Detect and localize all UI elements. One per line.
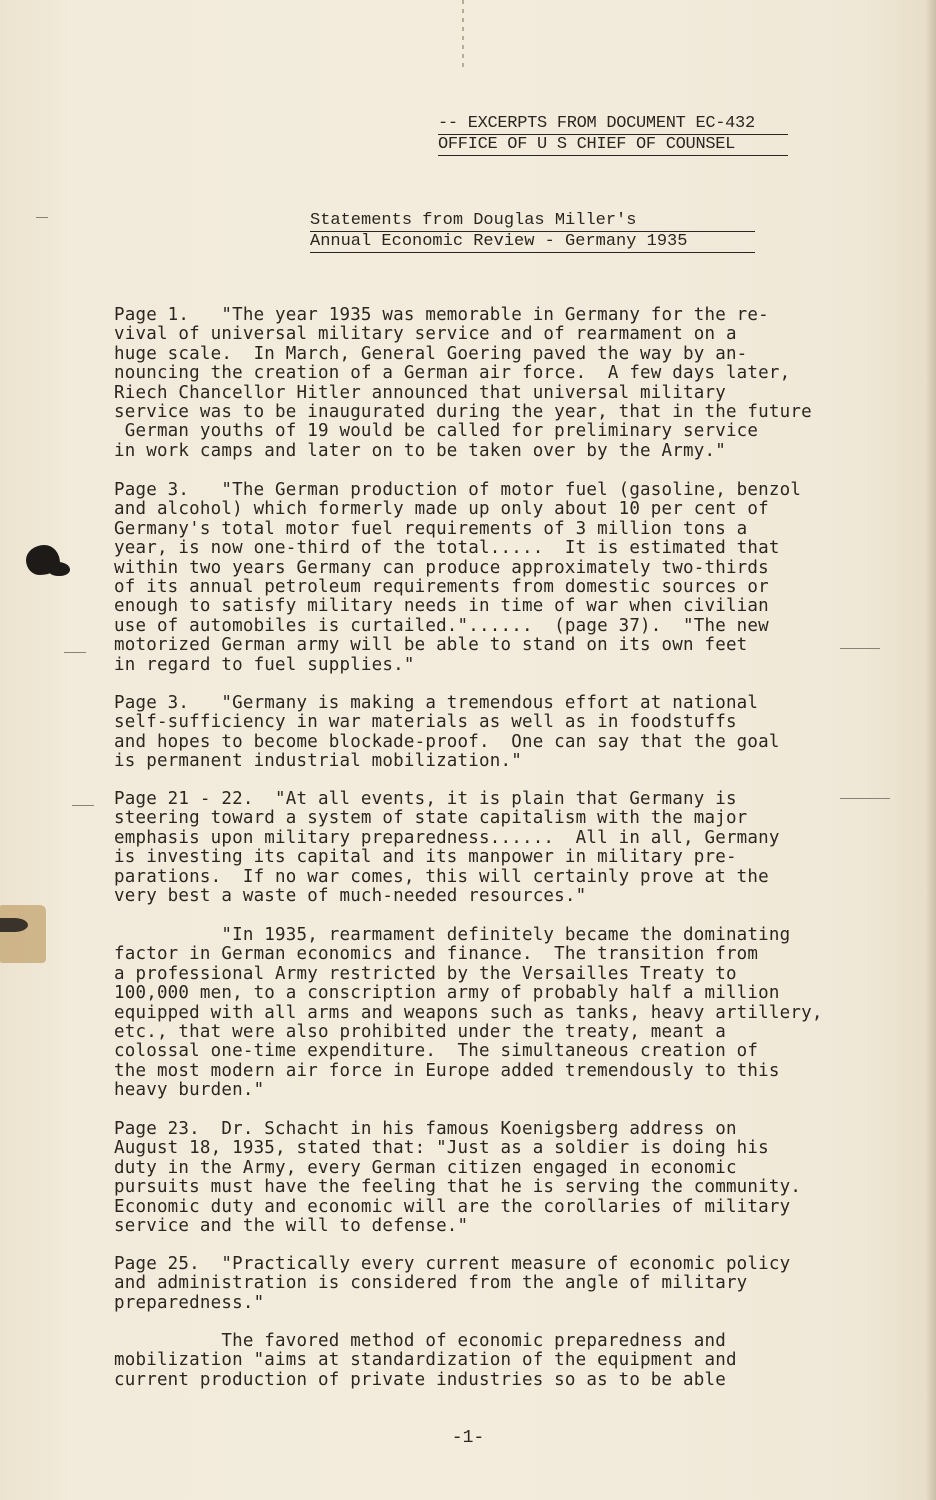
margin-mark [72,805,94,806]
margin-mark [36,217,48,218]
margin-mark [840,798,890,799]
page-number: -1- [451,1428,485,1448]
ink-blot-tail [48,562,70,576]
paragraph-page-3-self-sufficiency: Page 3. "Germany is making a tremendous effort at national self-sufficiency in war materials as well as in foodstuffs and hopes to become blockade-proof. One can say that the goal is permanent industrial mobilization." [114,693,780,772]
paragraph-page-23: Page 23. Dr. Schacht in his famous Koenigsberg address on August 18, 1935, stated that: "Just as a soldier is doing his duty in the Army, every German citizen engaged in economic pursuits must have the feeling that he is serving the community. Economic duty and economic will are the corollaries of military service and the will to defense." [114,1119,802,1237]
margin-mark [840,648,880,649]
paragraph-favored-method: The favored method of economic preparedness and mobilization "aims at standardization of the equipment and current production of private industries so as to be able [114,1331,737,1390]
header-line-1: -- EXCERPTS FROM DOCUMENT EC-432 [438,114,788,135]
paragraph-page-25: Page 25. "Practically every current measure of economic policy and administration is considered from the angle of military preparedness." [114,1254,791,1313]
page-edge-shadow [926,0,936,1500]
margin-mark [64,652,86,653]
paragraph-rearmament: "In 1935, rearmament definitely became the dominating factor in German economics and finance. The transition from a professional Army restricted by the Versailles Treaty to 100,000 men, to a conscription army of probably half a million equipped with all arms and weapons such as tanks, heavy artillery, etc., that were also prohibited under the treaty, meant a colossal one-time expenditure. The simultaneous creation of the most modern air force in Europe added tremendously to this heavy burden." [114,925,823,1101]
fold-crease [462,0,464,70]
paragraph-page-21-22: Page 21 - 22. "At all events, it is plain that Germany is steering toward a system of state capitalism with the major emphasis upon military preparedness...... All in all, Germany is investing its capital and its manpower in military pre- parations. If no war comes, this will certainly prove at the very best a waste of much-needed resources." [114,789,780,907]
tape-stain [0,918,28,932]
title-line-1: Statements from Douglas Miller's [310,211,755,232]
document-title [310,211,755,253]
paragraph-page-1: Page 1. "The year 1935 was memorable in Germany for the re- vival of universal military service and of rearmament on a huge scale. In March, General Goering paved the way by an- nouncing the creation of a German air force. A few days later, Riech Chancellor Hitler announced that universal military service was to be inaugurated during the year, that in the future German youths of 19 would be called for preliminary service in work camps and later on to be taken over by the Army." [114,305,812,461]
header-line-2: OFFICE OF U S CHIEF OF COUNSEL [438,135,788,156]
title-line-2: Annual Economic Review - Germany 1935 [310,232,755,253]
paragraph-page-3-fuel: Page 3. "The German production of motor fuel (gasoline, benzol and alcohol) which formerly made up only about 10 per cent of Germany's total motor fuel requirements of 3 million tons a year, is now one-third of the total..... It is estimated that within two years Germany can produce approximately two-thirds of its annual petroleum requirements from domestic sources or enough to satisfy military needs in time of war when civilian use of automobiles is curtailed."...... (page 37). "The new motorized German army will be able to stand on its own feet in regard to fuel supplies." [114,480,802,675]
tape-residue [0,905,46,963]
document-header [438,114,788,156]
